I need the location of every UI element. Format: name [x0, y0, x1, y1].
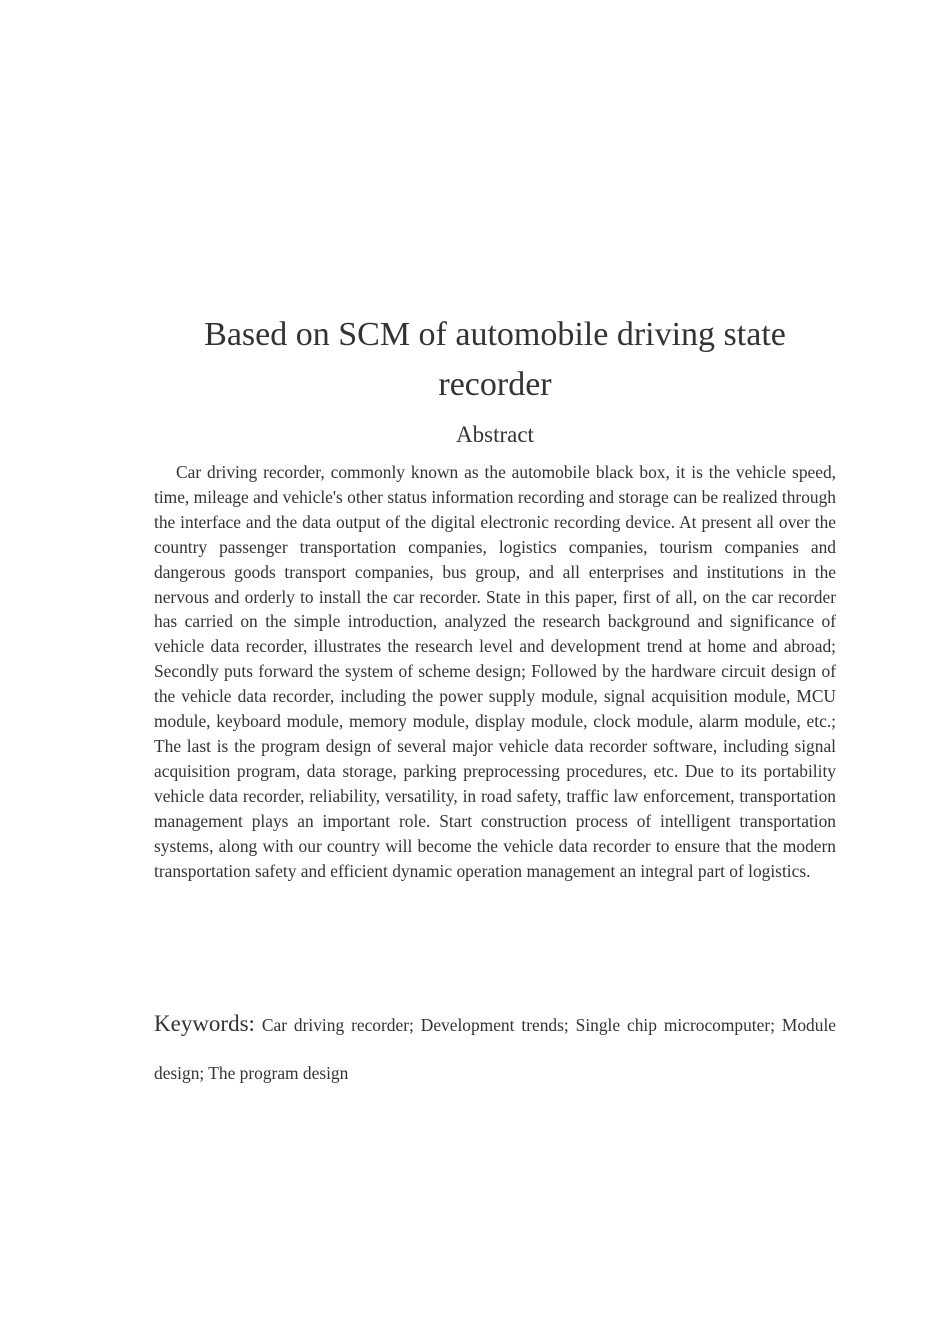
- keywords-line: [154, 1000, 836, 1097]
- keywords-text: Car driving recorder; Development trends; Single chip microcomputer; Module design; The program design: [154, 1015, 836, 1083]
- paper-title: Based on SCM of automobile driving state recorder: [204, 316, 786, 403]
- keywords-label: Keywords:: [154, 1011, 255, 1036]
- abstract-heading: Abstract: [456, 422, 534, 447]
- abstract-body: Car driving recorder, commonly known as the automobile black box, it is the vehicle speed, time, mileage and vehicle's other status information recording and storage can be realized through the interface and the data output of the digital electronic recording device. At present all over the country passenger transportation companies, logistics companies, tourism companies and dangerous goods transport companies, bus group, and all enterprises and institutions in the nervous and orderly to install the car recorder. State in this paper, first of all, on the car recorder has carried on the simple introduction, analyzed the research background and significance of vehicle data recorder, illustrates the research level and development trend at home and abroad; Secondly puts forward the system of scheme design; Followed by the hardware circuit design of the vehicle data recorder, including the power supply module, signal acquisition module, MCU module, keyboard module, memory module, display module, clock module, alarm module, etc.; The last is the program design of several major vehicle data recorder software, including signal acquisition program, data storage, parking preprocessing procedures, etc. Due to its portability vehicle data recorder, reliability, versatility, in road safety, traffic law enforcement, transportation management plays an important role. Start construction process of intelligent transportation systems, along with our country will become the vehicle data recorder to ensure that the modern transportation safety and efficient dynamic operation management an integral part of logistics.: [154, 462, 836, 881]
